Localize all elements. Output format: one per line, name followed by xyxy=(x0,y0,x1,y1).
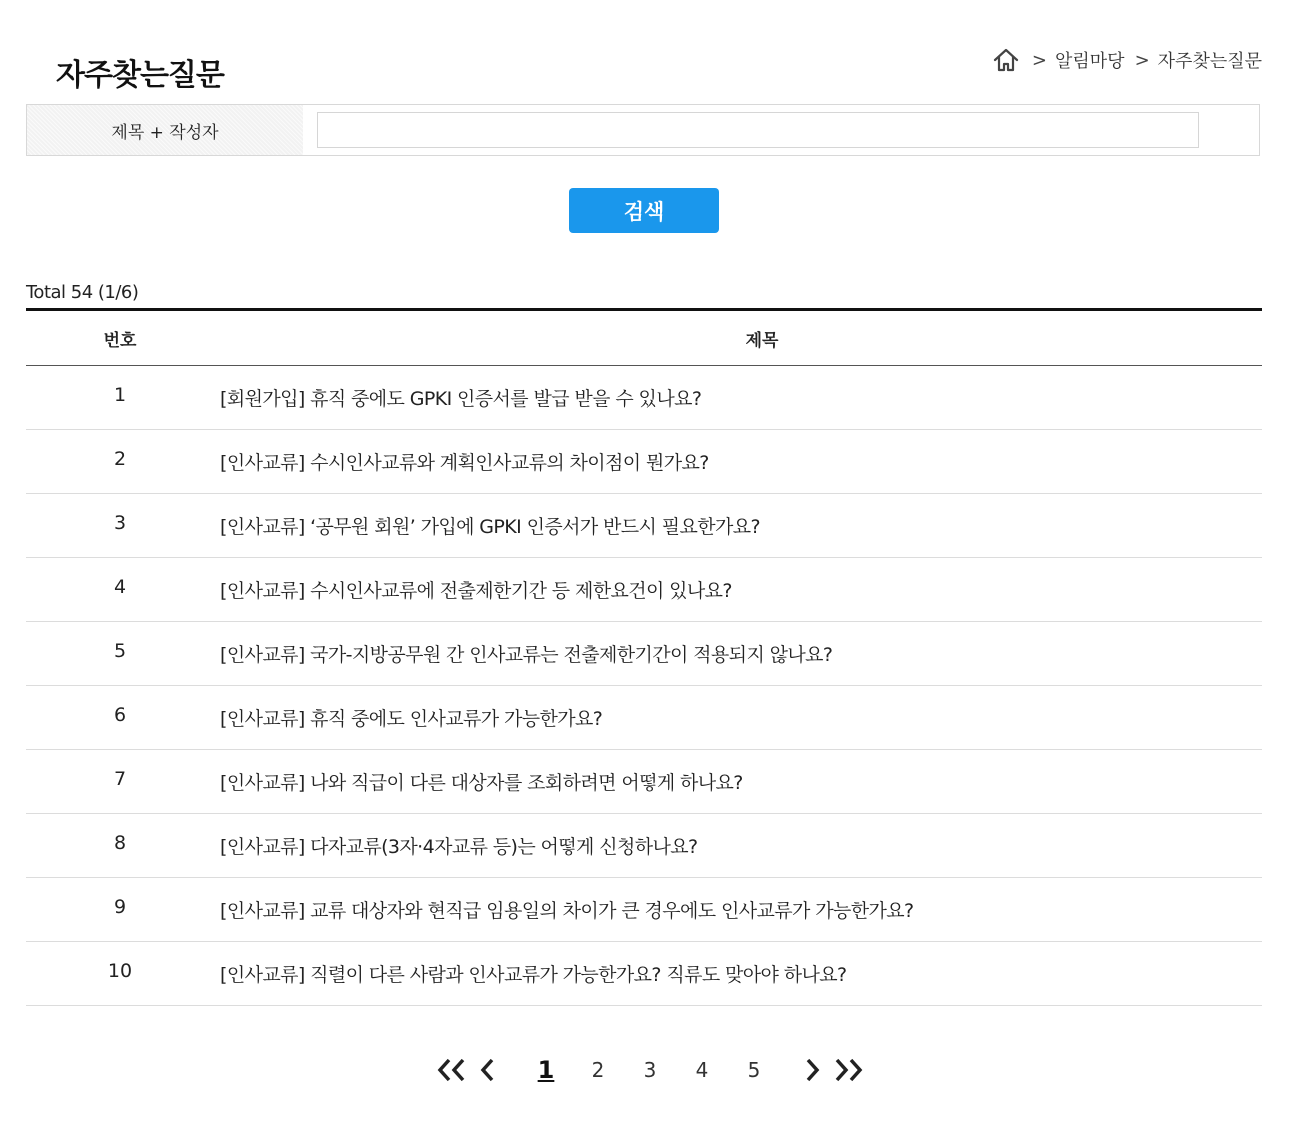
search-input-wrap xyxy=(303,105,1259,155)
page-title: 자주찾는질문 xyxy=(56,58,224,94)
breadcrumb-separator: > xyxy=(1134,49,1150,71)
row-title-link[interactable]: [인사교류] 국가-지방공무원 간 인사교류는 전출제한기간이 적용되지 않나요? xyxy=(220,644,833,666)
row-number: 7 xyxy=(113,767,127,790)
breadcrumb-item-faq[interactable]: 자주찾는질문 xyxy=(1157,51,1262,72)
table-row[interactable] xyxy=(26,878,1262,942)
search-button[interactable]: 검색 xyxy=(569,188,719,233)
page-link[interactable]: 3 xyxy=(643,1058,657,1082)
double-chevron-left-icon[interactable] xyxy=(434,1052,470,1088)
total-count: Total 54 (1/6) xyxy=(26,282,139,303)
page-link[interactable]: 2 xyxy=(591,1058,605,1082)
row-number: 4 xyxy=(113,575,127,598)
row-title-link[interactable]: [회원가입] 휴직 중에도 GPKI 인증서를 발급 받을 수 있나요? xyxy=(220,388,702,410)
row-title-link[interactable]: [인사교류] 나와 직급이 다른 대상자를 조회하려면 어떻게 하나요? xyxy=(220,772,743,794)
row-number: 6 xyxy=(113,703,127,726)
row-number: 10 xyxy=(107,959,133,982)
table-row[interactable] xyxy=(26,430,1262,494)
table-row[interactable] xyxy=(26,750,1262,814)
page-link[interactable]: 5 xyxy=(747,1058,761,1082)
row-number: 5 xyxy=(113,639,127,662)
page-link[interactable]: 4 xyxy=(695,1058,709,1082)
column-header-title: 제목 xyxy=(745,330,779,351)
table-row[interactable] xyxy=(26,366,1262,430)
faq-table xyxy=(26,308,1262,1006)
search-input[interactable] xyxy=(317,112,1199,148)
row-title-link[interactable]: [인사교류] 휴직 중에도 인사교류가 가능한가요? xyxy=(220,708,603,730)
chevron-right-icon[interactable] xyxy=(794,1052,830,1088)
row-number: 2 xyxy=(113,447,127,470)
row-title-link[interactable]: [인사교류] 다자교류(3자·4자교류 등)는 어떻게 신청하나요? xyxy=(220,836,698,858)
row-title-link[interactable]: [인사교류] ‘공무원 회원’ 가입에 GPKI 인증서가 반드시 필요한가요? xyxy=(220,516,761,538)
breadcrumb-separator: > xyxy=(1031,49,1048,71)
home-icon[interactable] xyxy=(992,46,1020,74)
table-row[interactable] xyxy=(26,686,1262,750)
column-header-number: 번호 xyxy=(103,330,137,351)
search-field-label: 제목 + 작성자 xyxy=(27,105,303,155)
row-title-link[interactable]: [인사교류] 교류 대상자와 현직급 임용일의 차이가 큰 경우에도 인사교류가 가능한가요? xyxy=(220,900,914,922)
chevron-left-icon[interactable] xyxy=(470,1052,506,1088)
search-box xyxy=(26,104,1260,156)
table-row[interactable] xyxy=(26,494,1262,558)
table-header xyxy=(26,311,1262,366)
table-row[interactable] xyxy=(26,814,1262,878)
page-link-current[interactable]: 1 xyxy=(537,1056,555,1084)
row-title-link[interactable]: [인사교류] 수시인사교류에 전출제한기간 등 제한요건이 있나요? xyxy=(220,580,732,602)
row-number: 1 xyxy=(113,383,127,406)
table-body xyxy=(26,366,1262,1006)
row-number: 9 xyxy=(113,895,127,918)
pagination xyxy=(0,1052,1300,1088)
row-title-link[interactable]: [인사교류] 수시인사교류와 계획인사교류의 차이점이 뭔가요? xyxy=(220,452,709,474)
row-number: 3 xyxy=(113,511,127,534)
table-row[interactable] xyxy=(26,942,1262,1006)
row-number: 8 xyxy=(113,831,127,854)
breadcrumb-item-notice[interactable]: 알림마당 xyxy=(1055,51,1125,72)
row-title-link[interactable]: [인사교류] 직렬이 다른 사람과 인사교류가 가능한가요? 직류도 맞아야 하나요? xyxy=(220,964,847,986)
table-row[interactable] xyxy=(26,558,1262,622)
double-chevron-right-icon[interactable] xyxy=(830,1052,866,1088)
table-row[interactable] xyxy=(26,622,1262,686)
breadcrumb xyxy=(992,46,1262,74)
